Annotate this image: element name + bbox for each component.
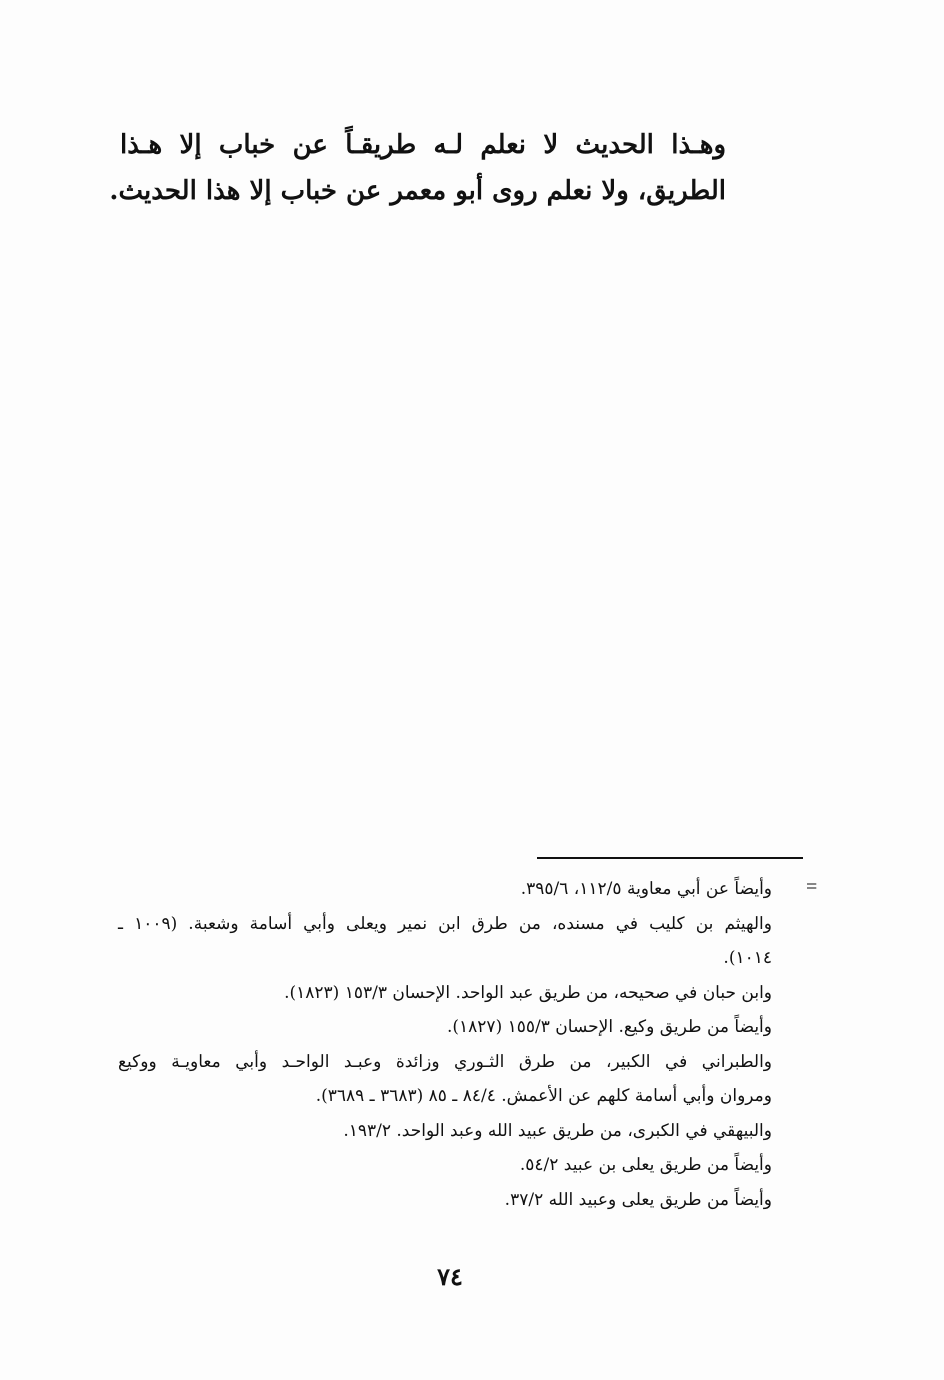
footnote-line: وأيضاً عن أبي معاوية ١١٢/٥، ٣٩٥/٦. <box>520 879 772 899</box>
footnote-line: وابن حبان في صحيحه، من طريق عبد الواحد. الإحسان ١٥٣/٣ (١٨٢٣). <box>284 982 772 1003</box>
footnote-line: والهيثم بن كليب في مسنده، من طرق ابن نمير ويعلى وأبي أسامة وشعبة. (١٠٠٩ ـ <box>118 913 772 934</box>
footnote-line: ومروان وأبي أسامة كلهم عن الأعمش. ٨٤/٤ ـ ٨٥ (٣٦٨٣ ـ ٣٦٨٩). <box>315 1086 772 1106</box>
footnote-line: وأيضاً من طريق يعلى وعبيد الله ٣٧/٢. <box>504 1189 772 1210</box>
footnotes-block <box>118 872 772 1217</box>
main-text-line: الطريق، ولا نعلم روى أبو معمر عن خباب إلا هذا الحديث. <box>109 176 726 206</box>
footnote-separator-rule <box>537 857 803 859</box>
main-text-block <box>109 122 726 214</box>
footnote-line: وأيضاً من طريق يعلى بن عبيد ٥٤/٢. <box>519 1155 772 1175</box>
main-text-line: وهـذا الحديث لا نعلم لـه طريقـاً عن خباب إلا هـذا <box>120 130 726 160</box>
footnote-line: والبيهقي في الكبرى، من طريق عبيد الله وعبد الواحد. ١٩٣/٢. <box>343 1120 772 1141</box>
footnote-line: والطبراني في الكبير، من طرق الثـوري وزائدة وعبـد الواحـد وأبي معاويـة ووكيع <box>118 1051 772 1072</box>
footnote-line: ١٠١٤). <box>723 948 772 968</box>
footnote-line: وأيضاً من طريق وكيع. الإحسان ١٥٥/٣ (١٨٢٧). <box>446 1017 772 1037</box>
page-number: ٧٤ <box>437 1262 463 1291</box>
footnote-continuation-mark: = <box>806 876 818 898</box>
